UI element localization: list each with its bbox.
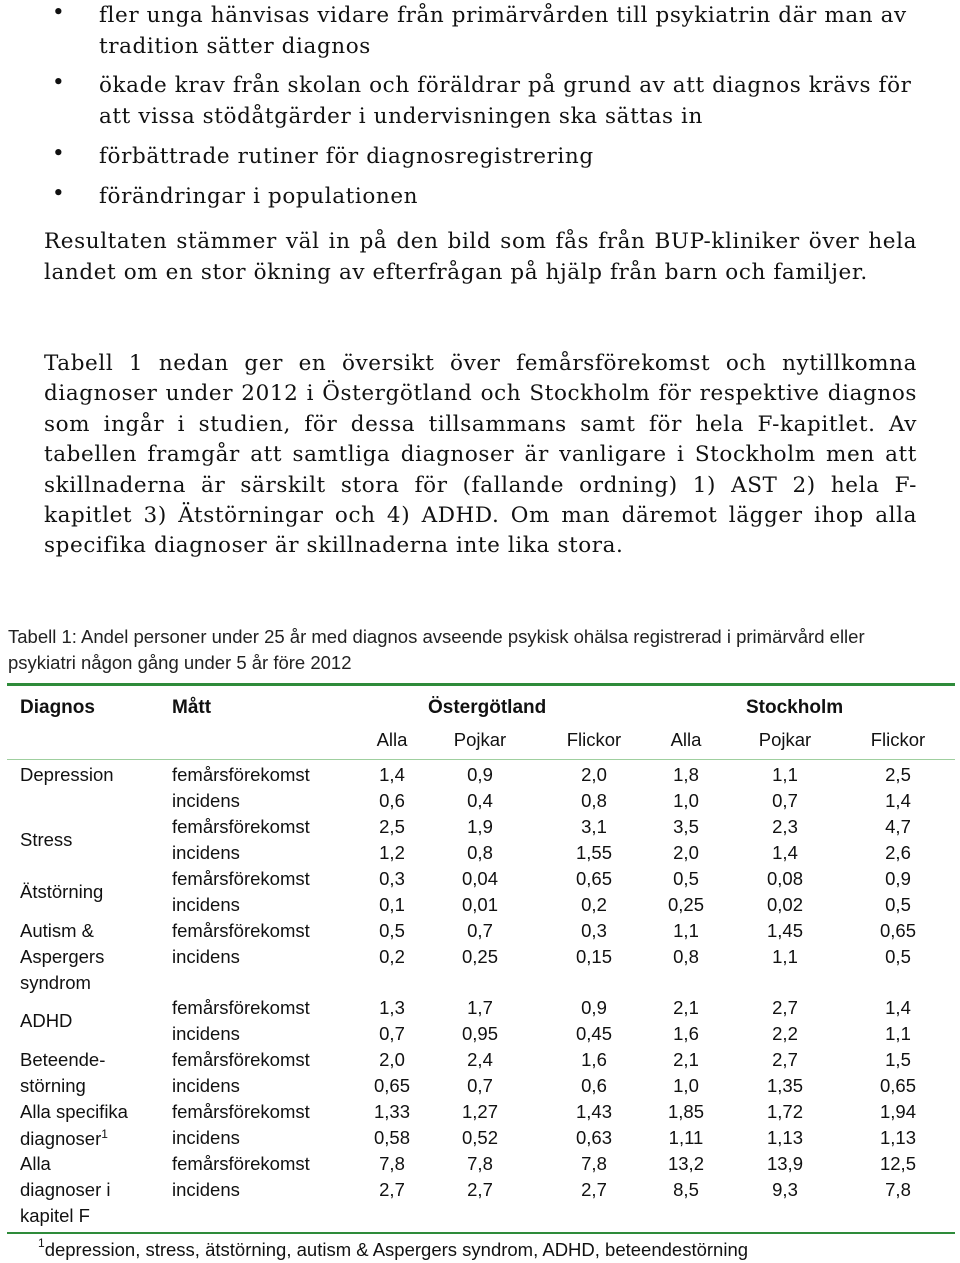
value-cell: 0,7 [467, 920, 493, 941]
subheader-cell: Flickor [870, 729, 926, 750]
value-cell: 2,3 [772, 816, 798, 837]
bullet-icon: • [52, 141, 66, 166]
value-cell: 1,1 [772, 946, 798, 967]
value-cell: 0,65 [575, 868, 612, 889]
value-cell: 0,01 [461, 894, 498, 915]
value-cell: 0,04 [461, 868, 498, 889]
measure-label: incidens [172, 946, 240, 967]
value-cell: 3,5 [673, 816, 699, 837]
diagnosis-label: diagnoser i [20, 1179, 111, 1200]
diagnosis-label: Beteende- [20, 1049, 106, 1070]
value-cell: 0,7 [379, 1023, 405, 1044]
subheader-cell: Pojkar [453, 729, 507, 750]
measure-label: femårsförekomst [172, 997, 310, 1018]
measure-label: femårsförekomst [172, 1101, 310, 1122]
value-cell: 1,6 [581, 1049, 607, 1070]
value-cell: 2,5 [379, 816, 405, 837]
value-cell: 0,6 [581, 1075, 607, 1096]
value-cell: 0,8 [673, 946, 699, 967]
value-cell: 2,0 [581, 764, 607, 785]
value-cell: 0,63 [575, 1127, 612, 1148]
diagnosis-label: störning [20, 1075, 86, 1096]
value-cell: 2,2 [772, 1023, 798, 1044]
measure-label: incidens [172, 1127, 240, 1148]
value-cell: 1,2 [379, 842, 405, 863]
table-header-rule [7, 759, 955, 760]
diagnosis-label: kapitel F [20, 1205, 90, 1226]
value-cell: 7,8 [467, 1153, 493, 1174]
value-cell: 0,8 [467, 842, 493, 863]
value-cell: 0,02 [766, 894, 803, 915]
bullet-text: fler unga hänvisas vidare från primärvården till psykiatrin där man av tradition sätter diagnos [99, 3, 907, 59]
value-cell: 1,94 [879, 1101, 916, 1122]
value-cell: 0,65 [879, 920, 916, 941]
bullet-text: förbättrade rutiner för diagnosregistrering [99, 144, 594, 169]
value-cell: 2,7 [379, 1179, 405, 1200]
value-cell: 1,27 [461, 1101, 498, 1122]
footnote-marker: 1 [38, 1236, 45, 1250]
header-diagnos: Diagnos [20, 697, 95, 718]
measure-label: femårsförekomst [172, 1049, 310, 1070]
value-cell: 1,1 [772, 764, 798, 785]
subheader-cell: Alla [376, 729, 408, 750]
value-cell: 1,45 [766, 920, 803, 941]
value-cell: 0,52 [461, 1127, 498, 1148]
bullet-text: ökade krav från skolan och föräldrar på grund av att diagnos krävs för att vissa stödåtgärder i undervisningen ska sättas in [99, 73, 912, 129]
value-cell: 1,4 [379, 764, 405, 785]
value-cell: 0,9 [467, 764, 493, 785]
diagnosis-label: Depression [20, 764, 114, 785]
value-cell: 12,5 [879, 1153, 916, 1174]
value-cell: 4,7 [885, 816, 911, 837]
subheader-cell: Flickor [566, 729, 622, 750]
value-cell: 13,9 [766, 1153, 803, 1174]
value-cell: 0,9 [885, 868, 911, 889]
value-cell: 0,7 [467, 1075, 493, 1096]
paragraph-results: Resultaten stämmer väl in på den bild som fås från BUP-kliniker över hela landet om en stor ökning av efterfrågan på hjälp från barn och familjer. [44, 229, 917, 285]
value-cell: 2,0 [379, 1049, 405, 1070]
value-cell: 0,7 [772, 790, 798, 811]
footnote-text: depression, stress, ätstörning, autism & Aspergers syndrom, ADHD, beteendestörning [44, 1239, 749, 1261]
diagnosis-label: Stress [20, 829, 73, 850]
value-cell: 1,13 [879, 1127, 916, 1148]
value-cell: 3,1 [581, 816, 607, 837]
diagnosis-label: Ätstörning [20, 881, 104, 902]
measure-label: incidens [172, 1179, 240, 1200]
paragraph-table-overview: Tabell 1 nedan ger en översikt över femårsförekomst och nytillkomna diagnoser under 2012 i Östergötland och Stockholm för respektive diagnos som ingår i studien, för dessa tillsammans samt för hela F-kapitlet. Av tabellen framgår att samtliga diagnoser är vanligare i Stockholm men att skillnaderna är särskilt stora för (fallande ordning) 1) AST 2) hela F-kapitlet 3) Ätstörningar och 4) ADHD. Om man däremot lägger ihop alla specifika diagnoser är skillnaderna inte lika stora. [44, 351, 917, 559]
value-cell: 7,8 [379, 1153, 405, 1174]
value-cell: 0,08 [766, 868, 803, 889]
bullet-icon: • [52, 70, 66, 95]
value-cell: 2,7 [467, 1179, 493, 1200]
value-cell: 2,7 [581, 1179, 607, 1200]
value-cell: 0,15 [575, 946, 612, 967]
diagnosis-label: Alla specifika [20, 1101, 128, 1122]
subheader-cell: Pojkar [758, 729, 812, 750]
value-cell: 1,0 [673, 1075, 699, 1096]
value-cell: 2,7 [772, 1049, 798, 1070]
value-cell: 0,1 [379, 894, 405, 915]
value-cell: 1,9 [467, 816, 493, 837]
value-cell: 1,1 [673, 920, 699, 941]
measure-label: femårsförekomst [172, 764, 310, 785]
value-cell: 1,35 [766, 1075, 803, 1096]
value-cell: 1,6 [673, 1023, 699, 1044]
measure-label: incidens [172, 894, 240, 915]
value-cell: 0,65 [373, 1075, 410, 1096]
value-cell: 0,3 [379, 868, 405, 889]
measure-label: femårsförekomst [172, 920, 310, 941]
measure-label: femårsförekomst [172, 868, 310, 889]
value-cell: 0,58 [373, 1127, 410, 1148]
subheader-cell: Alla [670, 729, 702, 750]
value-cell: 1,4 [772, 842, 798, 863]
value-cell: 0,5 [379, 920, 405, 941]
header-matt: Mått [172, 697, 212, 718]
value-cell: 0,6 [379, 790, 405, 811]
value-cell: 1,33 [373, 1101, 410, 1122]
diagnosis-label: syndrom [20, 972, 91, 993]
value-cell: 2,7 [772, 997, 798, 1018]
bullet-text: förändringar i populationen [99, 184, 419, 209]
table-bottom-rule [7, 1232, 955, 1234]
value-cell: 0,4 [467, 790, 493, 811]
value-cell: 2,1 [673, 1049, 699, 1070]
value-cell: 1,55 [575, 842, 612, 863]
value-cell: 1,85 [667, 1101, 704, 1122]
value-cell: 1,3 [379, 997, 405, 1018]
diagnosis-label: Aspergers [20, 946, 105, 967]
table-top-rule [7, 683, 955, 686]
measure-label: femårsförekomst [172, 1153, 310, 1174]
value-cell: 0,5 [885, 894, 911, 915]
value-cell: 1,5 [885, 1049, 911, 1070]
diagnosis-label: diagnoser$^1$ [20, 1127, 108, 1150]
value-cell: 2,6 [885, 842, 911, 863]
footnote-ref: 1 [101, 1127, 108, 1141]
value-cell: 0,8 [581, 790, 607, 811]
value-cell: 0,65 [879, 1075, 916, 1096]
measure-label: femårsförekomst [172, 816, 310, 837]
diagnosis-label: ADHD [20, 1010, 73, 1031]
value-cell: 0,2 [581, 894, 607, 915]
value-cell: 0,95 [461, 1023, 498, 1044]
value-cell: 0,3 [581, 920, 607, 941]
measure-label: incidens [172, 842, 240, 863]
value-cell: 1,8 [673, 764, 699, 785]
value-cell: 2,1 [673, 997, 699, 1018]
value-cell: 0,45 [575, 1023, 612, 1044]
value-cell: 0,5 [885, 946, 911, 967]
diagnosis-label: Autism & [20, 920, 95, 941]
value-cell: 1,4 [885, 997, 911, 1018]
value-cell: 8,5 [673, 1179, 699, 1200]
value-cell: 1,43 [575, 1101, 612, 1122]
value-cell: 7,8 [581, 1153, 607, 1174]
footnote [38, 1238, 748, 1261]
value-cell: 0,2 [379, 946, 405, 967]
value-cell: 1,11 [668, 1127, 704, 1148]
value-cell: 0,25 [667, 894, 704, 915]
bullet-icon: • [52, 181, 66, 206]
value-cell: 2,0 [673, 842, 699, 863]
header-ostergotland: Östergötland [428, 697, 547, 718]
value-cell: 0,9 [581, 997, 607, 1018]
diagnosis-label: Alla [20, 1153, 51, 1174]
bullet-icon: • [52, 0, 66, 25]
value-cell: 1,4 [885, 790, 911, 811]
value-cell: 1,1 [885, 1023, 911, 1044]
value-cell: 2,4 [467, 1049, 493, 1070]
value-cell: 0,5 [673, 868, 699, 889]
value-cell: 7,8 [885, 1179, 911, 1200]
value-cell: 1,7 [467, 997, 493, 1018]
value-cell: 0,25 [461, 946, 498, 967]
measure-label: incidens [172, 1075, 240, 1096]
value-cell: 1,72 [766, 1101, 803, 1122]
value-cell: 1,0 [673, 790, 699, 811]
table-caption: Tabell 1: Andel personer under 25 år med diagnos avseende psykisk ohälsa registrerad i primärvård eller psykiatri någon gång under 5 år före 2012 [8, 626, 865, 673]
value-cell: 9,3 [772, 1179, 798, 1200]
value-cell: 2,5 [885, 764, 911, 785]
value-cell: 13,2 [667, 1153, 704, 1174]
measure-label: incidens [172, 790, 240, 811]
value-cell: 1,13 [766, 1127, 803, 1148]
measure-label: incidens [172, 1023, 240, 1044]
header-stockholm: Stockholm [746, 697, 844, 718]
